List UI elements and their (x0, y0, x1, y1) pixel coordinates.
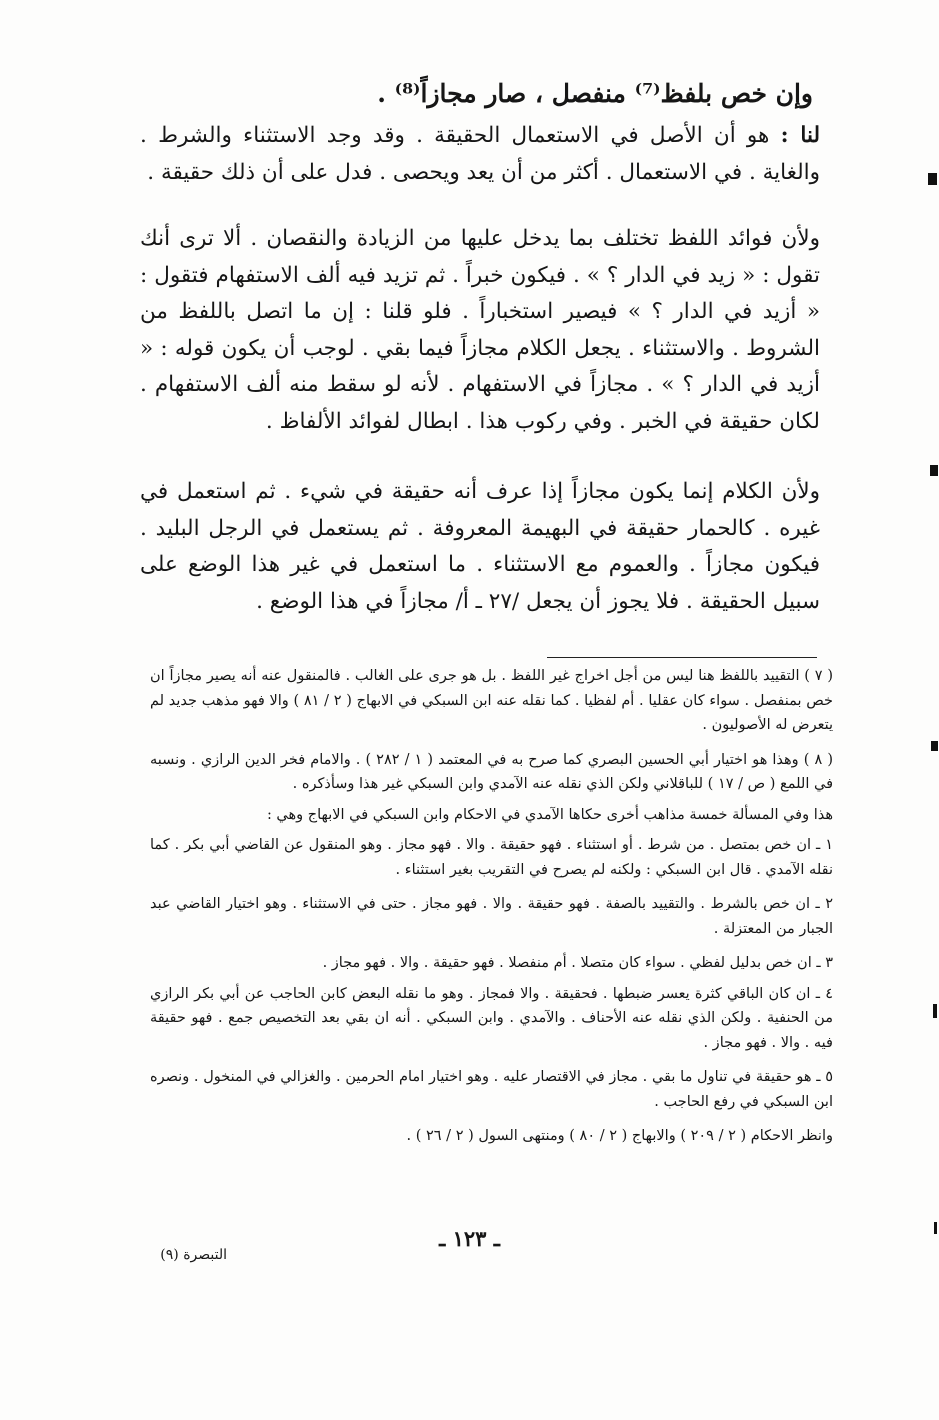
footnote-item-4: ٤ ـ ان كان الباقي كثرة يعسر ضبطها . فحقيقة . والا فمجاز . وهو ما نقله البعض كابن الحاجب عن أبي بكر الرازي من الحنفية . ولكن الذي نقله عنه الأحناف . والآمدي . وابن السبكي . أنه ان بقي بعد التخصيص جمع . فهو حقيقة فيه . والا . فهو مجاز . (150, 985, 833, 1051)
paragraph-argument-3 (140, 474, 820, 620)
footnote-item-2: ٢ ـ ان خص بالشرط . والتقييد بالصفة . فهو حقيقة . والا . فهو مجاز . حتى في الاستثناء . وهو اختيار القاضي عبد الجبار من المعتزلة . (150, 896, 833, 937)
paragraph-argument-1 (140, 118, 820, 191)
footnote-item-5: ٥ ـ هو حقيقة في تناول ما بقي . مجاز في الاقتصار عليه . وهو اختيار امام الحرمين . والغزالي في المنخول . ونصره ابن السبكي في رفع الحاجب . (150, 1069, 833, 1110)
margin-mark (930, 465, 938, 476)
footnote-7: ( ٧ ) التقييد باللفظ هنا ليس من أجل اخراج غير اللفظ . بل هو جرى على الغالب . فالمنقول عنه أنه يصير مجازاً ان خص بمنفصل . سواء كان عقليا . أم لفظيا . كما نقله عنه ابن السبكي في الابهاج ( ٢ / ٨١ ) والا فهو مذهب جديد لم يتعرض له الأصوليون . (150, 668, 833, 733)
footnote-item-3: ٣ ـ ان خص بدليل لفظي . سواء كان متصلا . أم منفصلا . فهو حقيقة . والا . فهو مجاز . (322, 955, 833, 971)
paragraph-lead: لنا : (780, 123, 820, 148)
footnote-8-intro: هذا وفي المسألة خمسة مذاهب أخرى حكاها الآمدي في الاحكام وابن السبكي في الابهاج وهي : (266, 806, 833, 823)
margin-mark (933, 1004, 937, 1018)
footnote-8: ( ٨ ) وهذا هو اختيار أبي الحسين البصري كما صرح به في المعتمد ( ١ / ٢٨٢ ) . والامام فخر الدين الرازي . ونسبه في اللمع ( ص / ١٧ ) للباقلاني ولكن الذي نقله عنه الآمدي وابن السبكي غير هذا وسأذكره . (150, 751, 833, 792)
paragraph-text: ولأن الكلام إنما يكون مجازاً إذا عرف أنه حقيقة في شيء . ثم استعمل في غيره . كالحمار حقيقة في البهيمة المعروفة . ثم يستعمل في الرجل البليد . فيكون مجازاً . والعموم مع الاستثناء . ما استعمل في غير هذا الوضع على سبيل الحقيقة . فلا يجوز أن يجعل (140, 479, 820, 614)
section-heading: وإن خص بلفظ⁽⁷⁾ منفصل ، صار مجازاً⁽⁸⁾ . (377, 79, 813, 108)
footnote-separator (547, 657, 817, 658)
margin-mark (928, 173, 937, 185)
printer-signature: التبصرة (٩) (160, 1247, 227, 1263)
margin-mark (934, 1222, 937, 1234)
margin-mark (931, 741, 938, 751)
page-number: ـ ١٢٣ ـ (439, 1226, 500, 1251)
paragraph-text-end: مجازاً في هذا الوضع . (256, 588, 449, 614)
paragraph-text: ولأن فوائد اللفظ تختلف بما يدخل عليها من الزيادة والنقصان . ألا ترى أنك تقول : « زيد في الدار ؟ » . فيكون خبراً . ثم تزيد فيه ألف الاستفهام فتقول : « أزيد في الدار ؟ » فيصير استخباراً . فلو قلنا : إن ما اتصل باللفظ من الشروط . والاستثناء . يجعل الكلام مجازاً فيما بقي . لوجب أن يكون قوله : « أزيد في الدار ؟ » . مجازاً في الاستفهام . لأنه لو سقط منه ألف الاستفهام . لكان حقيقة في الخبر . وفي ركوب هذا . ابطال لفوائد الألفاظ . (140, 226, 820, 434)
footnotes (150, 664, 833, 1159)
footnote-references: وانظر الاحكام ( ٢ / ٢٠٩ ) والابهاج ( ٢ / ٨٠ ) ومنتهى السول ( ٢ / ٢٦ ) . (406, 1128, 833, 1144)
paragraph-argument-2 (140, 221, 820, 440)
folio-marker: /٢٧ ـ أ/ (455, 588, 520, 614)
footnote-item-1: ١ ـ ان خص بمتصل . من شرط . أو استثناء . فهو حقيقة . والا . فهو مجاز . وهو المنقول عن القاضي أبي بكر . كما نقله الآمدي . قال ابن السبكي : ولكنه لم يصرح في التقريب بغير استثناء . (150, 837, 833, 878)
paragraph-text: هو أن الأصل في الاستعمال الحقيقة . وقد وجد الاستثناء والشرط . والغاية . في الاستعمال . أكثر من أن يعد ويحصى . فدل على أن ذلك حقيقة . (140, 123, 820, 185)
